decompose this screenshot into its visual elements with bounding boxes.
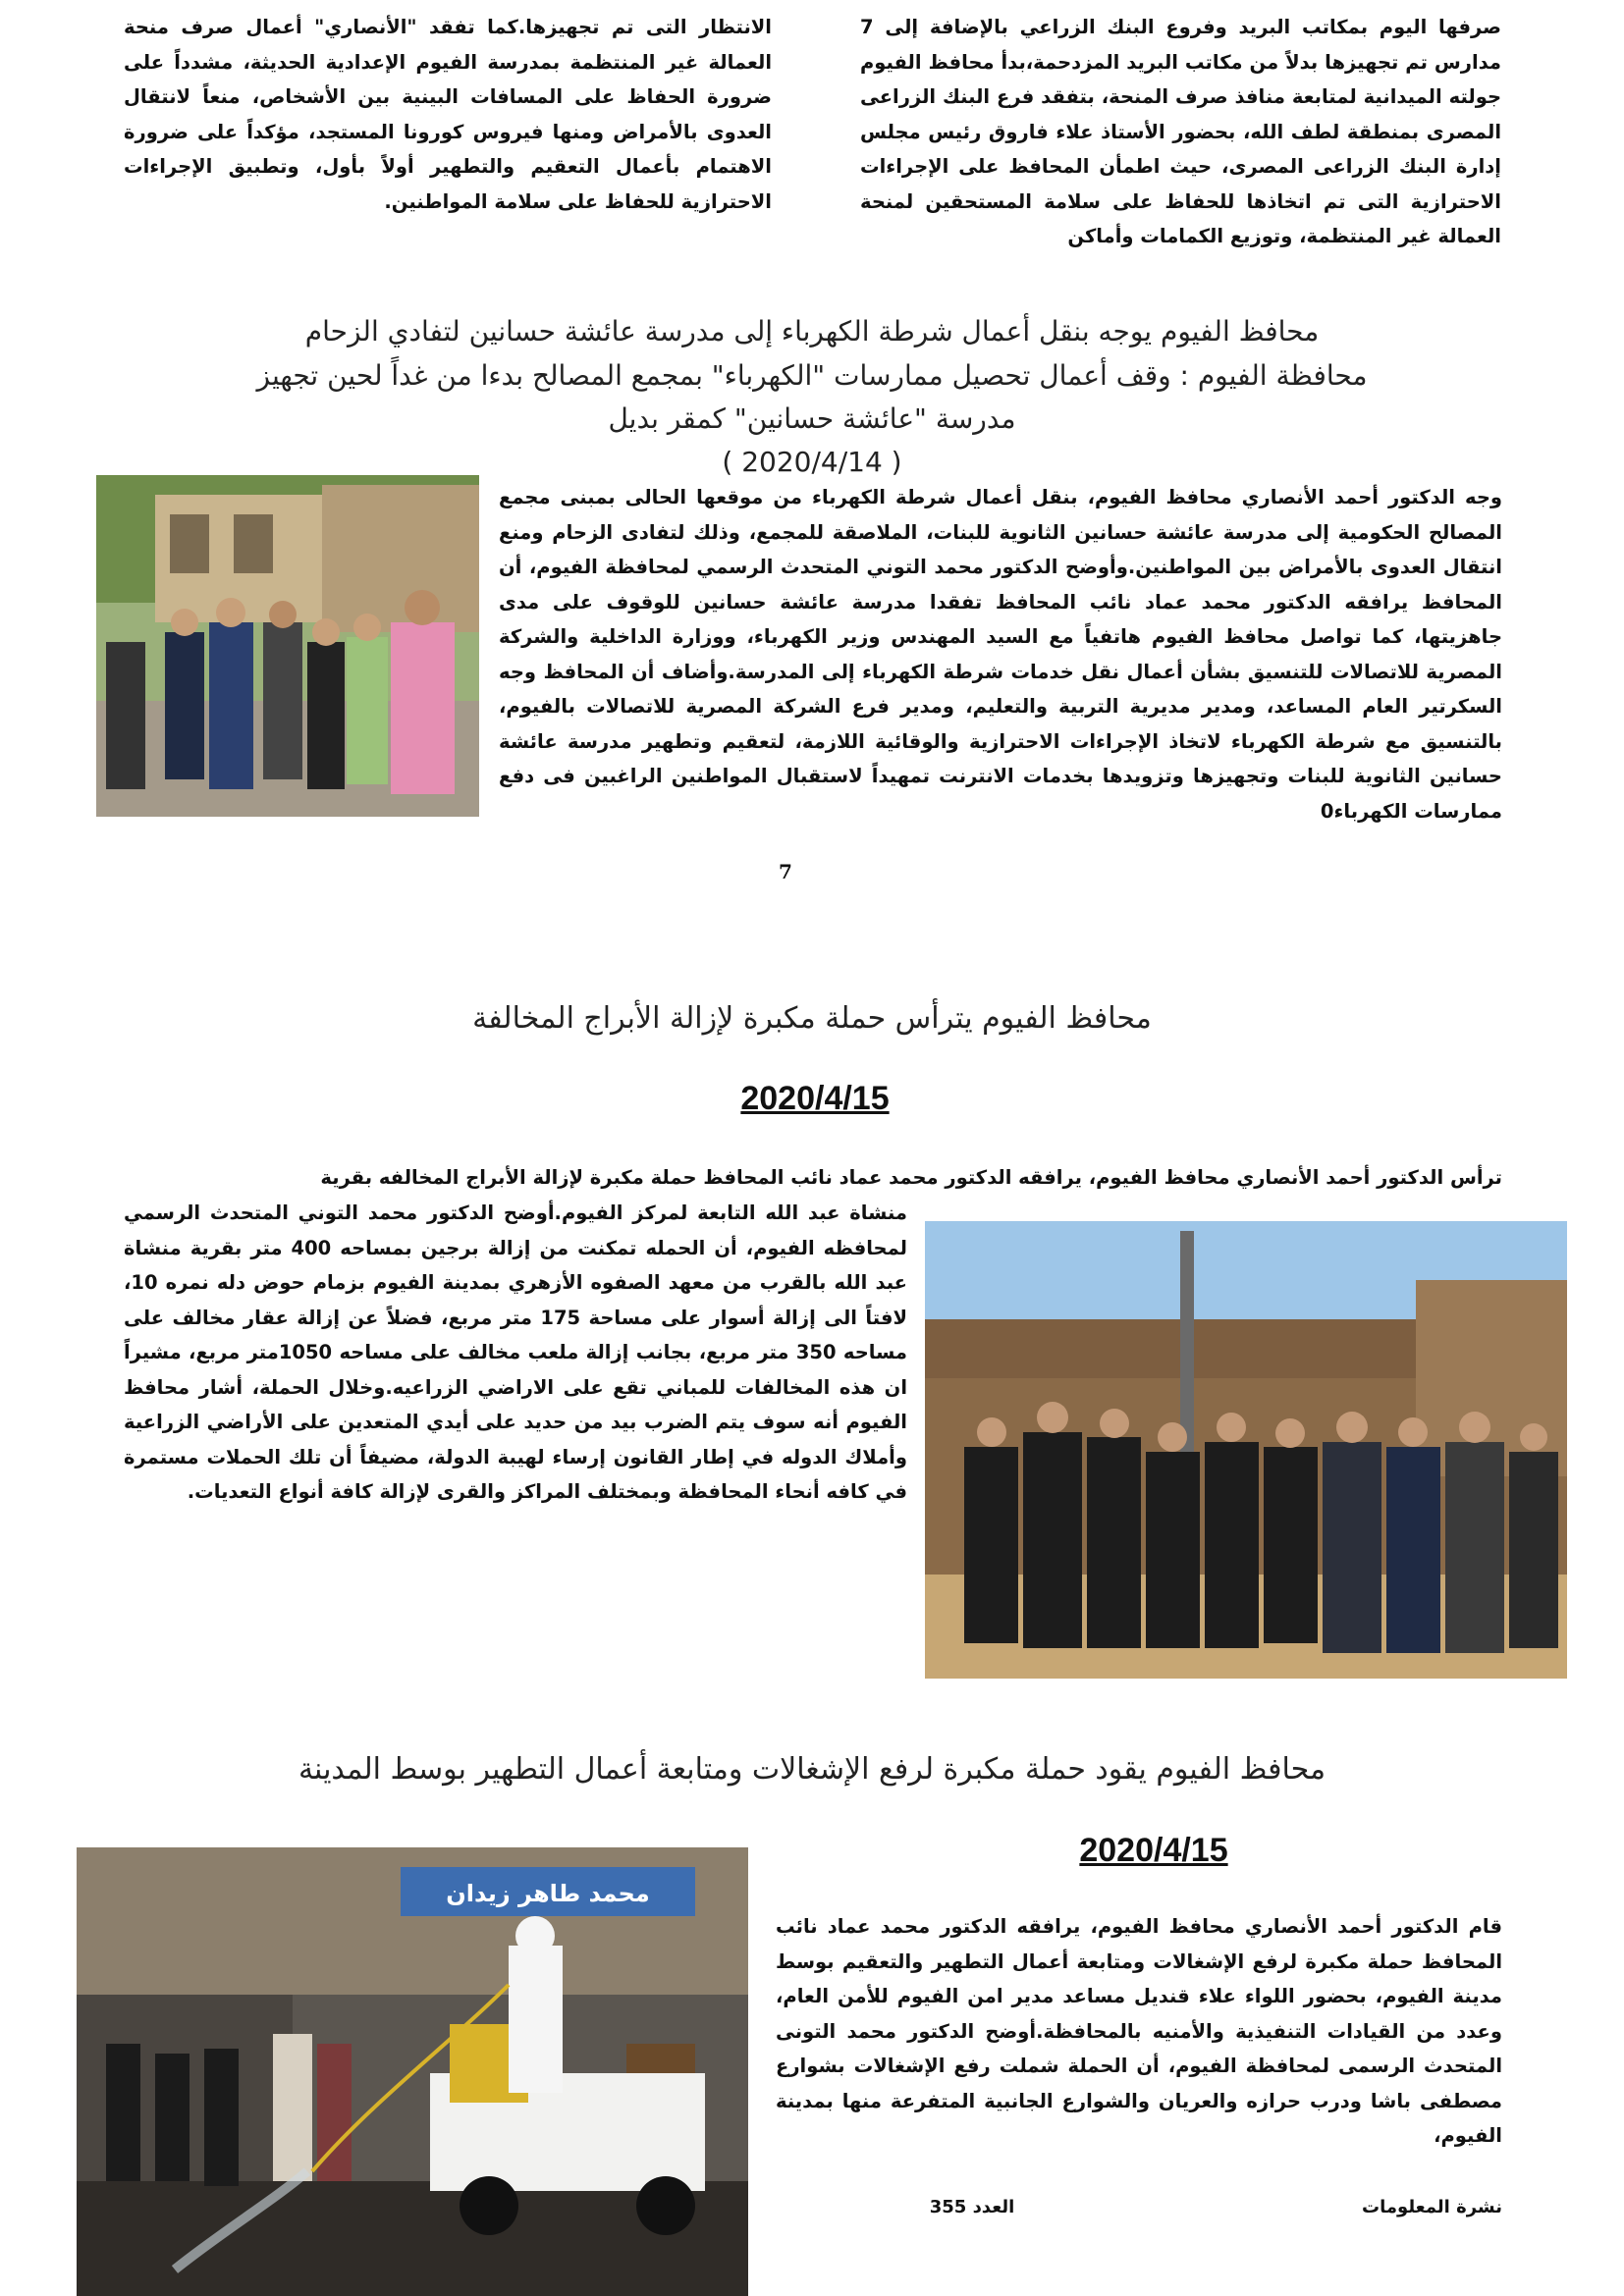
footer-issue [884, 2197, 1060, 2217]
article1-headline-line3: مدرسة "عائشة حسانين" كمقر بديل [608, 402, 1016, 435]
article2-headline: محافظ الفيوم يترأس حملة مكبرة لإزالة الأبراج المخالفة [472, 1001, 1152, 1036]
article3-photo-sanitation-truck [77, 1847, 748, 2296]
article3-headline: محافظ الفيوم يقود حملة مكبرة لرفع الإشغالات ومتابعة أعمال التطهير بوسط المدينة [298, 1752, 1326, 1787]
article1-photo-officials-visit [96, 475, 479, 817]
article2-date: 2020/4/15 [740, 1080, 890, 1117]
top-right-column: صرفها اليوم بمكاتب البريد وفروع البنك الزراعي بالإضافة إلى 7 مدارس تم تجهيزها بدلاً من مكاتب البريد المزدحمة،بدأ محافظ الفيوم جولته الميدانية لمتابعة منافذ صرف المنحة، بتفقد فرع البنك الزراعى المصرى بمنطقة لطف الله، بحضور الأستاذ علاء فاروق رئيس مجلس إدارة البنك الزراعى المصرى، حيث اطمأن المحافظ على الإجراءات الاحترازية التى تم اتخاذها للحفاظ على سلامة المستحقين لمنحة العمالة غير المنتظمة، وتوزيع الكمامات وأماكن [860, 16, 1501, 247]
article2-body-first-line: ترأس الدكتور أحمد الأنصاري محافظ الفيوم، يرافقه الدكتور محمد عماد نائب المحافظ حملة مكبرة لإزالة الأبراج المخالفه بقرية [320, 1166, 1502, 1189]
article1-headline-line2: محافظة الفيوم : وقف أعمال تحصيل ممارسات "الكهرباء" بمجمع المصالح بدءا من غداً لحين تجهيز [256, 359, 1368, 392]
article1-body: وجه الدكتور أحمد الأنصاري محافظ الفيوم، بنقل أعمال شرطة الكهرباء من موقعها الحالى بمبنى مجمع المصالح الحكومية إلى مدرسة عائشة حسانين الثانوية للبنات، الملاصقة للمجمع، وذلك لتفادى الزحام ومنع انتقال العدوى بالأمراض بين المواطنين.وأوضح الدكتور محمد التوني المتحدث الرسمي لمحافظة الفيوم، أن المحافظ يرافقه الدكتور محمد عماد نائب المحافظ تفقدا مدرسة عائشة حسانين للوقوف على مدى جاهزيتها، كما تواصل محافظ الفيوم هاتفياً مع السيد المهندس وزير الكهرباء، ووزارة الداخلية والشركة المصرية للاتصالات للتنسيق بشأن أعمال نقل خدمات شرطة الكهرباء إلى المدرسة.وأضاف أن المحافظ وجه السكرتير العام المساعد، ومدير مديرية التربية والتعليم، ومدير فرع الشركة المصرية للاتصالات بالفيوم، بالتنسيق مع شرطة الكهرباء لاتخاذ الإجراءات الاحترازية والوقائية اللازمة، لتعقيم وتطهير مدرسة عائشة حسانين الثانوية للبنات وتجهيزها وتزويدها بخدمات الانترنت تمهيداً لاستقبال المواطنين الراغبين فى دفع ممارسات الكهرباء0 [499, 486, 1502, 823]
article3-body: قام الدكتور أحمد الأنصاري محافظ الفيوم، يرافقه الدكتور محمد عماد نائب المحافظ حملة مكبرة لرفع الإشغالات ومتابعة أعمال التطهير والتعقيم بوسط مدينة الفيوم، بحضور اللواء علاء قنديل مساعد مدير امن الفيوم للأمن العام، وعدد من القيادات التنفيذية والأمنيه بالمحافظة.أوضح الدكتور محمد التونى المتحدث الرسمى لمحافظة الفيوم، أن الحملة شملت رفع الإشغالات بشوارع مصطفى باشا ودرب حرازه والعريان والشوارع الجانبية المتفرعة منها بمدينة الفيوم، [776, 1915, 1502, 2147]
article3-date: 2020/4/15 [1079, 1832, 1228, 1869]
page-number: 7 [779, 860, 792, 883]
article1-date: ( 2020/4/14 ) [722, 446, 902, 478]
footer-issue-number: 355 [929, 2197, 967, 2217]
article2-body: منشاة عبد الله التابعة لمركز الفيوم.أوضح الدكتور محمد التوني المتحدث الرسمي لمحافظه الفيوم، أن الحمله تمكنت من إزالة برجين بمساحه 400 متر بقرية منشاة عبد الله بالقرب من معهد الصفوه الأزهري بمدينة الفيوم بزمام حوض دله نمره 10، لافتاً الى إزالة أسوار على مساحة 175 متر مربع، فضلاً عن إزالة عقار مخالف على مساحه 350 متر مربع، بجانب إزالة ملعب مخالف على مساحه 1050متر مربع، مشيراً ان هذه المخالفات للمباني تقع على الاراضي الزراعيه.وخلال الحملة، أشار محافظ الفيوم أنه سوف يتم الضرب بيد من حديد على أيدي المتعدين على الأراضي الزراعية وأملاك الدوله في إطار القانون إرساء لهيبة الدولة، مضيفاً أن تلك الحملات مستمرة في كافه أنحاء المحافظة وبمختلف المراكز والقرى لإزالة كافة أنواع التعديات. [124, 1201, 907, 1503]
article1-headline-line1: محافظ الفيوم يوجه بنقل أعمال شرطة الكهرباء إلى مدرسة عائشة حسانين لتفادي الزحام [304, 315, 1320, 347]
footer-publication: نشرة المعلومات [1362, 2197, 1502, 2217]
top-left-column: الانتظار التى تم تجهيزها.كما تفقد "الأنصاري" أعمال صرف منحة العمالة غير المنتظمة بمدرسة الفيوم الإعدادية الحديثة، مشدداً على ضرورة الحفاظ على المسافات البينية بين الأشخاص، منعاً لانتقال العدوى بالأمراض ومنها فيروس كورونا المستجد، مؤكداً على ضرورة الاهتمام بأعمال التعقيم والتطهير أولاً بأول، وتطبيق الإجراءات الاحترازية للحفاظ على سلامة المواطنين. [124, 16, 772, 213]
article2-photo-demolition-campaign [925, 1221, 1567, 1679]
footer-issue-label: العدد [972, 2197, 1015, 2217]
shop-sign-text: محمد طاهر زيدان [446, 1880, 650, 1907]
